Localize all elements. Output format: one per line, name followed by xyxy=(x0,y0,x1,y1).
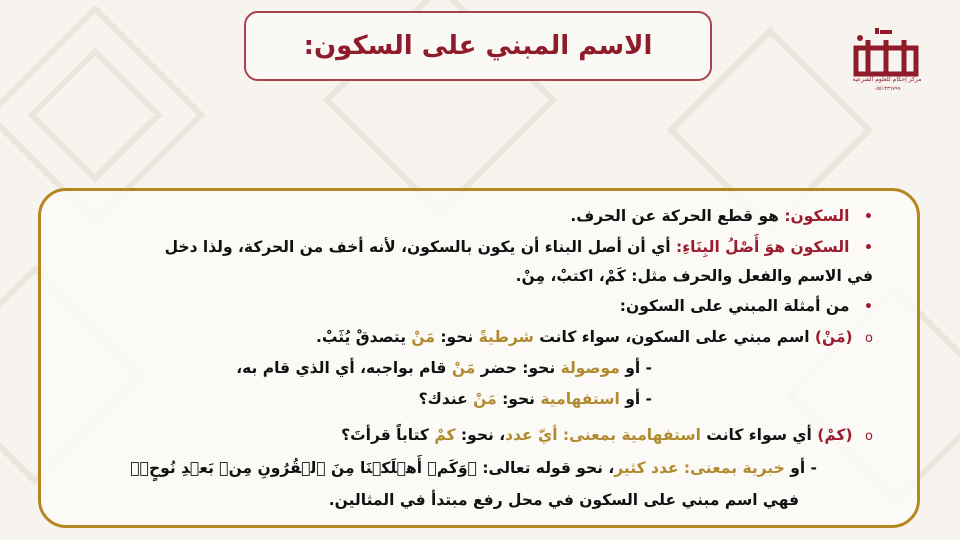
example-word: كمْ xyxy=(434,426,456,444)
sub-item-kam xyxy=(341,426,873,444)
term-sukun: السكون: xyxy=(784,207,850,225)
text: كتاباً قرأتَ؟ xyxy=(341,426,435,444)
text: يتصدقْ يُثَبْ. xyxy=(315,328,412,346)
examples-heading: من أمثلة المبني على السكون: xyxy=(619,297,850,315)
text-asl-bina-cont: في الاسم والفعل والحرف مثل: كَمْ، اكتبْ، مِنْ. xyxy=(515,267,873,285)
conclusion-text: فهي اسم مبني على السكون في محل رفع مبتدأ في المثالين. xyxy=(328,491,799,509)
text: أي سواء كانت xyxy=(700,426,818,444)
example-word: مَنْ xyxy=(411,328,435,346)
logo-phone: ٠٥٥١٣٣٦٧٩٩ xyxy=(873,86,901,92)
keyword: استفهامية xyxy=(540,390,620,408)
bullet-marker: • xyxy=(849,209,873,225)
bullet-2 xyxy=(165,238,873,256)
logo-subtitle: مركز إحكام للعلوم الشرعية xyxy=(852,76,922,83)
keyword: استفهامية بمعنى: أيّ عدد xyxy=(505,426,701,444)
quran-verse: ، نحو قوله تعالى: ﴿وَكَمۡ أَهۡلَكۡنَا مِنَ ٱلۡقُرُونِ مِنۢ بَعۡدِ نُوحٍۗ﴾ xyxy=(130,459,615,477)
sub-item-man xyxy=(316,328,873,346)
page-title: الاسم المبني على السكون: xyxy=(303,31,653,61)
keyword: خبرية بمعنى: عدد كثير xyxy=(614,459,785,477)
text: نحو: xyxy=(496,390,541,408)
text-asl-bina: أي أن أصل البناء أن يكون بالسكون، لأنه أخف من الحركة، ولذا دخل xyxy=(164,238,677,256)
term-man: (مَنْ) xyxy=(814,328,853,346)
text: نحو: xyxy=(434,328,479,346)
circle-marker: o xyxy=(852,429,873,444)
circle-marker: o xyxy=(852,331,873,346)
text: - أو xyxy=(619,359,652,377)
bullet-3 xyxy=(620,297,873,315)
text: - أو xyxy=(784,459,817,477)
text: اسم مبني على السكون، سواء كانت xyxy=(533,328,815,346)
bullet-marker: • xyxy=(849,299,873,315)
keyword: موصولة xyxy=(560,359,620,377)
text: - أو xyxy=(619,390,652,408)
term-kam: (كمْ) xyxy=(817,426,853,444)
bullet-2-continued xyxy=(516,267,873,285)
text: قام بواجبه، أي الذي قام به، xyxy=(236,359,452,377)
example-word: مَنْ xyxy=(473,390,497,408)
sub-item-kam-khabariya xyxy=(130,459,817,477)
sub-item-man-mawsula xyxy=(236,359,652,377)
keyword: شرطيةً xyxy=(478,328,534,346)
text: ، نحو: xyxy=(455,426,506,444)
content-box xyxy=(38,188,920,528)
term-asl-bina: السكون هوَ أَصْلُ البِنَاءِ: xyxy=(676,238,850,256)
conclusion-line xyxy=(329,491,799,509)
title-box xyxy=(244,11,712,81)
sub-item-man-istifhamiya xyxy=(419,390,652,408)
text: عندك؟ xyxy=(418,390,474,408)
text: نحو: حضر xyxy=(475,359,561,377)
bullet-marker: • xyxy=(849,240,873,256)
bullet-1 xyxy=(570,207,873,225)
definition-sukun: هو قطع الحركة عن الحرف. xyxy=(570,207,785,225)
example-word: مَنْ xyxy=(451,359,476,377)
